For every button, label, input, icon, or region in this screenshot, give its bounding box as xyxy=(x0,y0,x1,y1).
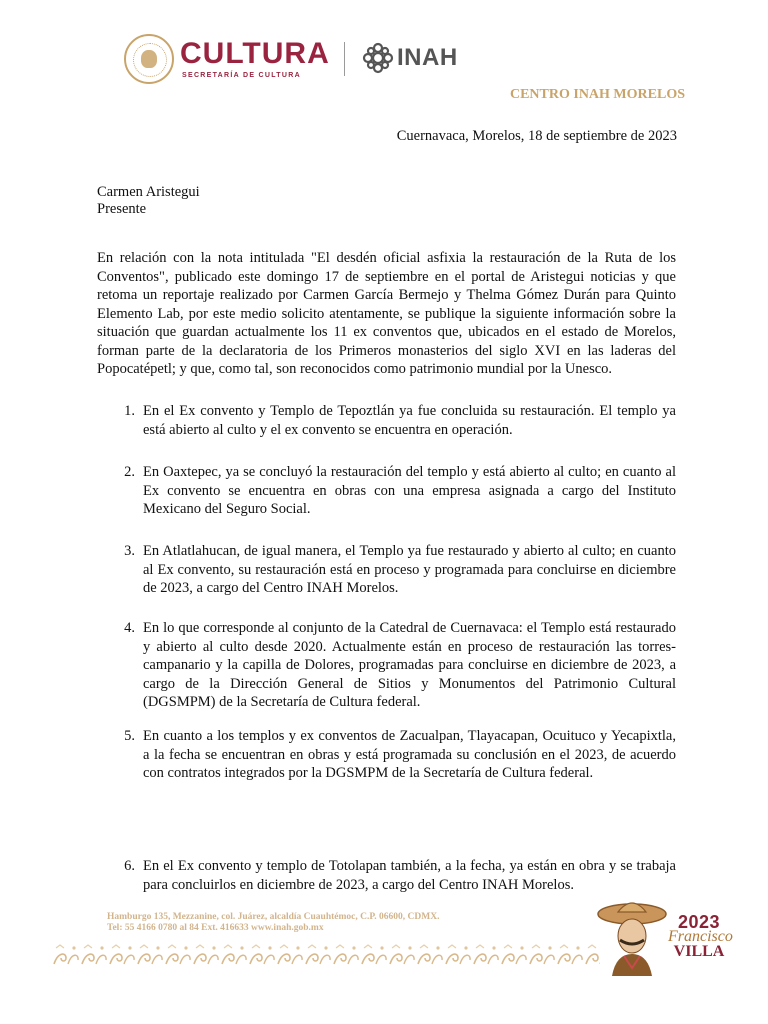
list-item-number: 3. xyxy=(124,543,135,559)
list-item-text: En el Ex convento y Templo de Tepoztlán ya fue concluida su restauración. El templo ya está abierto al culto y el ex convento se encuentra en operación. xyxy=(143,403,676,438)
list-item xyxy=(97,402,676,439)
emblem-name-last: VILLA xyxy=(673,943,725,960)
list-item-number: 6. xyxy=(124,858,135,874)
centro-inah-heading: CENTRO INAH MORELOS xyxy=(509,87,685,102)
footer-ornament-band xyxy=(52,942,600,970)
recipient-block xyxy=(97,184,200,218)
emblem-name xyxy=(668,928,733,960)
cultura-logo xyxy=(124,34,330,84)
list-item-text: En el Ex convento y templo de Totolapan también, a la fecha, ya están en obra y se trabaja para concluirlos en diciembre de 2023, a cargo del Centro INAH Morelos. xyxy=(143,858,676,893)
list-item-text: En Oaxtepec, ya se concluyó la restauración del templo y está abierto al culto; en cuanto al Ex convento se encuentra en obras con una empresa asignada a cargo del Instituto Mexicano del Seguro Social. xyxy=(143,464,676,517)
list-item-text: En cuanto a los templos y ex conventos de Zacualpan, Tlayacapan, Ocuituco y Yecapixtla, a la fecha se encuentran en obras y está programada su conclusión en el 2023, de acuerdo con contratos integrados por la DGSMPM de la Secretaría de Cultura federal. xyxy=(143,728,676,781)
mexico-seal-icon xyxy=(124,34,174,84)
cultura-logo-subtitle: SECRETARÍA DE CULTURA xyxy=(182,72,301,79)
recipient-salutation: Presente xyxy=(97,201,147,217)
list-item xyxy=(97,727,676,783)
footer-address-line: Hamburgo 135, Mezzanine, col. Juárez, alcaldía Cuauhtémoc, C.P. 06600, CDMX. xyxy=(107,912,440,922)
list-item xyxy=(97,857,676,894)
footer-address xyxy=(107,912,439,934)
list-item xyxy=(97,463,676,519)
inah-emblem-icon xyxy=(362,42,394,74)
list-item-number: 1. xyxy=(124,403,135,419)
logo-divider xyxy=(344,42,345,76)
list-item-number: 4. xyxy=(124,620,135,636)
emblem-name-first: Francisco xyxy=(668,928,733,945)
intro-paragraph: En relación con la nota intitulada "El desdén oficial asfixia la restauración de la Ruta de los Conventos", publicado este domingo 17 de septiembre en el portal de Aristegui noticias y que retoma un reportaje realizado por Carmen García Bermejo y Thelma Gómez Durán para Quinto Elemento Lab, por este medio solicito atentamente, se publique la siguiente información sobre la situación que guardan actualmente los 11 ex conventos que, ubicados en el estado de Morelos, forman parte de la declaratoria de los Primeros monasterios del siglo XVI en las laderas del Popocatépetl; y que, como tal, son reconocidos como patrimonio mundial por la Unesco. xyxy=(97,250,676,377)
list-item-text: En Atlatlahucan, de igual manera, el Templo ya fue restaurado y abierto al culto; en cuanto al Ex convento, su restauración está en proceso y programada para concluirse en diciembre de 2023, a cargo del Centro INAH Morelos. xyxy=(143,543,676,596)
list-item-number: 5. xyxy=(124,728,135,744)
recipient-name: Carmen Aristegui xyxy=(97,184,200,200)
list-item xyxy=(97,619,676,712)
place-date: Cuernavaca, Morelos, 18 de septiembre de 2023 xyxy=(396,128,677,144)
list-item xyxy=(97,542,676,598)
cultura-logo-word: CULTURA xyxy=(180,37,330,70)
inah-logo xyxy=(362,42,458,74)
list-item-text: En lo que corresponde al conjunto de la Catedral de Cuernavaca: el Templo está restaurado y abierto al culto desde 2020. Actualmente están en proceso de restauración las torres-campanario y la capilla de Dolores, programadas para concluirse en diciembre de 2023, a cargo de la Dirección General de Sitios y Monumentos del Patrimonio Cultural (DGSMPM) de la Secretaría de Cultura federal. xyxy=(143,620,676,710)
emblem-year: 2023 xyxy=(678,912,721,932)
inah-logo-word: INAH xyxy=(397,44,458,71)
list-item-number: 2. xyxy=(124,464,135,480)
footer-contact-line: Tel: 55 4166 0780 al 84 Ext. 416633 www.inah.gob.mx xyxy=(107,923,324,933)
